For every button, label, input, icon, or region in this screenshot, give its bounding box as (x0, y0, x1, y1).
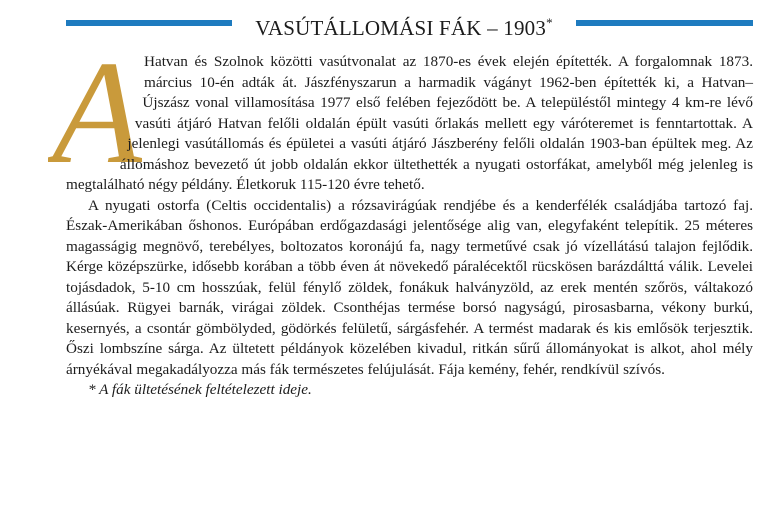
article-body (52, 52, 753, 401)
page-title (232, 8, 576, 38)
page-header (0, 8, 773, 38)
footnote: * A fák ültetésének feltételezett ideje. (88, 381, 312, 398)
drop-cap-glyph: A (52, 52, 142, 174)
paragraph-history: Hatvan és Szolnok közötti vasútvonalat az 1870-es évek elején építették. A forgalomnak 1873. március 10-én adták át. Jászfényszarun a harmadik vágányt 1962-ben építették ki, a Hatvan–Újszász vonal villamosítása 1977 első felében fejeződött be. A településtől mintegy 4 km-re lévő vasúti átjáró Hatvan felőli oldalán épült vasúti őrlakás mellett egy váróteremet is fenntartottak. A jelenlegi vasútállomás és épületei a vasúti átjáró Jászberény felőli oldalán 1903-ban épültek meg. Az állomáshoz bevezető út jobb oldalán ekkor ültethették a nyugati ostorfákat, amelyből még jelenleg is megtalálható négy példány. Életkoruk 115-120 évre tehető. (66, 53, 753, 193)
title-footnote-mark: * (546, 15, 553, 30)
title-text: VASÚTÁLLOMÁSI FÁK – 1903 (255, 16, 547, 40)
paragraph-species: A nyugati ostorfa (Celtis occidentalis) a rózsavirágúak rendjébe és a kenderfélék családjába tartozó faj. Észak-Amerikában őshonos. Európában erdőgazdasági jelentősége alig van, elegyfaként telepítik. 25 méteres magasságig megnövő, terebélyes, boltozatos koronájú fa, nagy termetűvé csak jó vízellátású talajon fejlődik. Kérge középszürke, idősebb korában a több éven át növekedő páralécektől rücskösen barázdálttá válik. Levelei tojásdadok, 5-10 cm hosszúak, felül fénylő zöldek, fonákuk halványzöld, az erek mentén szőrös, váltakozó állásúak. Rügyei barnák, virágai zöldek. Csonthéjas termése borsó nagyságú, pirosasbarna, vékony burkú, kesernyés, a csontár gömbölyded, gödörkés felületű, sárgásfehér. A termést madarak és kis emlősök terjesztik. Őszi lombszíne sárga. Az ültetett példányok közelében kivadul, ritkán sűrű állományokat is alkot, ahol mély árnyékával megakadályozza más fák természetes felújulását. Fája kemény, fehér, rendkívül szívós. (66, 196, 753, 378)
header-rule-left (66, 20, 232, 26)
header-rule-right (576, 20, 753, 26)
